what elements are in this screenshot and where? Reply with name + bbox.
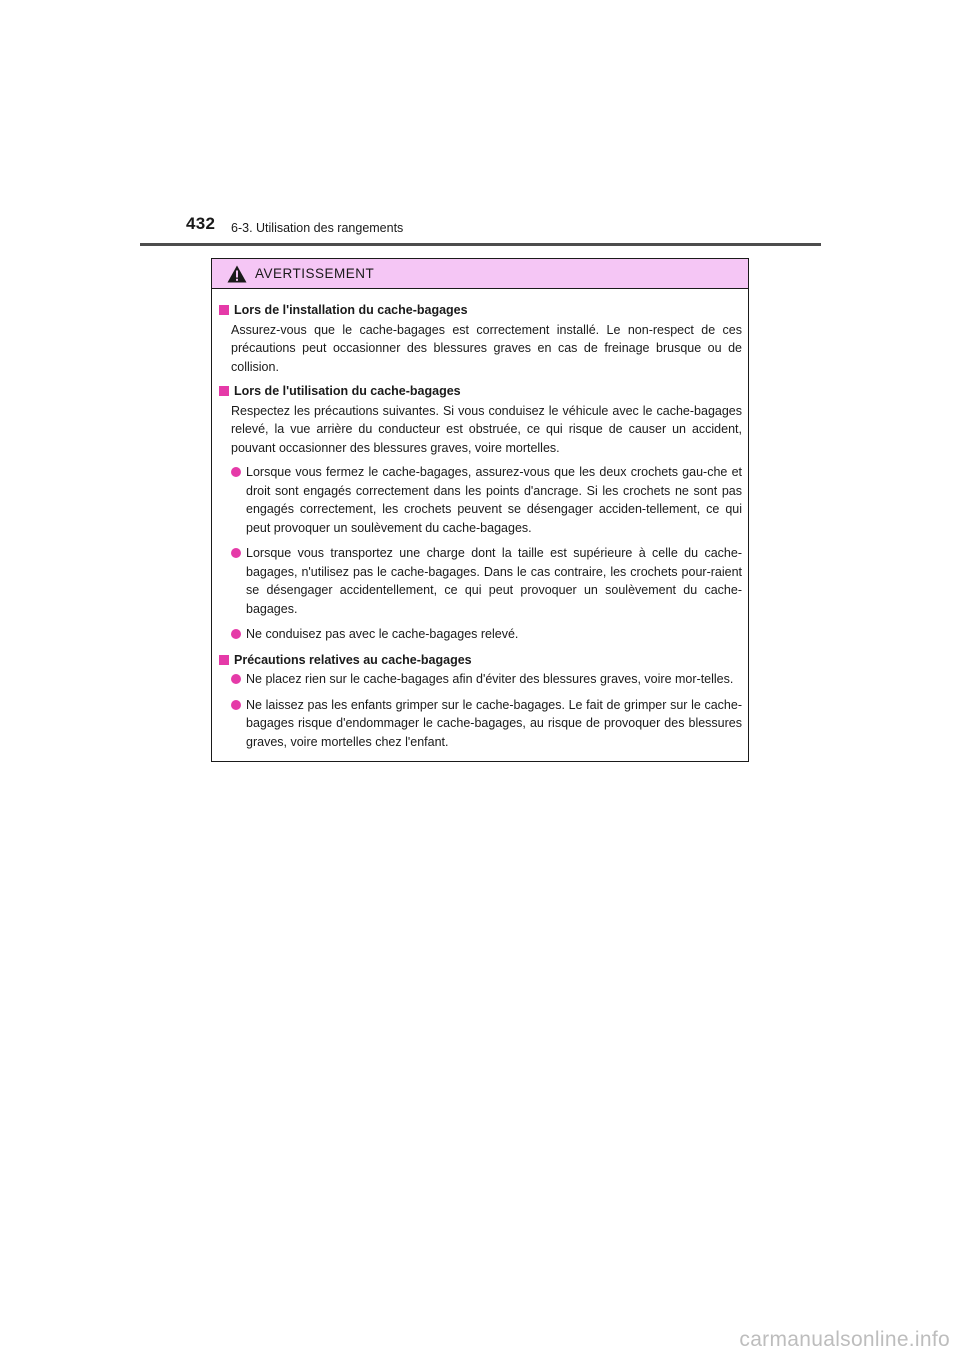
list-item-text: Lorsque vous transportez une charge dont la taille est supérieure à celle du cache-bagages, n'utilisez pas le cache-bagages. Dans le cas contraire, les crochets pour-raient se désengager accidentellement, ce qui peut provoquer un soulèvement du cache-bagages. xyxy=(246,546,742,616)
section-heading xyxy=(219,382,742,401)
list-item-text: Ne placez rien sur le cache-bagages afin d'éviter des blessures graves, voire mor-telles. xyxy=(246,672,734,686)
circle-bullet-icon xyxy=(231,467,241,477)
warning-body xyxy=(212,289,748,751)
list-item xyxy=(219,696,742,752)
section-heading-text: Lors de l'utilisation du cache-bagages xyxy=(234,384,461,398)
circle-bullet-icon xyxy=(231,629,241,639)
square-bullet-icon xyxy=(219,386,229,396)
list-item xyxy=(219,544,742,618)
list-item xyxy=(219,625,742,644)
section-heading-text: Lors de l'installation du cache-bagages xyxy=(234,303,468,317)
warning-box xyxy=(211,258,749,762)
watermark: carmanualsonline.info xyxy=(739,1328,950,1351)
circle-bullet-icon xyxy=(231,700,241,710)
warning-title: AVERTISSEMENT xyxy=(255,266,375,281)
list-item-text: Ne conduisez pas avec le cache-bagages relevé. xyxy=(246,627,519,641)
section-heading xyxy=(219,301,742,320)
header-rule xyxy=(140,243,821,246)
list-item-text: Ne laissez pas les enfants grimper sur le cache-bagages. Le fait de grimper sur le cache-bagages risque d'endommager le cache-bagages, au risque de provoquer des blessures graves, voire mortelles chez l'enfant. xyxy=(246,697,742,749)
circle-bullet-icon xyxy=(231,548,241,558)
section-title: 6-3. Utilisation des rangements xyxy=(231,221,404,235)
list-item-text: Lorsque vous fermez le cache-bagages, assurez-vous que les deux crochets gau-che et droit sont engagés correctement dans les points d'ancrage. Si les crochets ne sont pas engagés correctement, les crochets peuvent se désengager acciden-tellement, ce qui peut provoquer un soulèvement du cache-bagages. xyxy=(246,465,742,535)
list-item xyxy=(219,670,742,689)
list-item xyxy=(219,463,742,537)
square-bullet-icon xyxy=(219,655,229,665)
section-paragraph: Respectez les précautions suivantes. Si vous conduisez le véhicule avec le cache-bagages relevé, la vue arrière du conducteur est obstruée, ce qui risque de causer un accident, pouvant occasionner des blessures graves, voire mortelles. xyxy=(231,403,742,455)
warning-triangle-icon xyxy=(227,265,247,283)
warning-header xyxy=(212,259,748,289)
section-heading-text: Précautions relatives au cache-bagages xyxy=(234,652,472,667)
section-heading xyxy=(219,651,742,670)
section-paragraph: Assurez-vous que le cache-bagages est correctement installé. Le non-respect de ces précautions peut occasionner des blessures graves en cas de freinage brusque ou de collision. xyxy=(231,322,742,374)
square-bullet-icon xyxy=(219,305,229,315)
page-number: 432 xyxy=(186,214,216,233)
circle-bullet-icon xyxy=(231,674,241,684)
